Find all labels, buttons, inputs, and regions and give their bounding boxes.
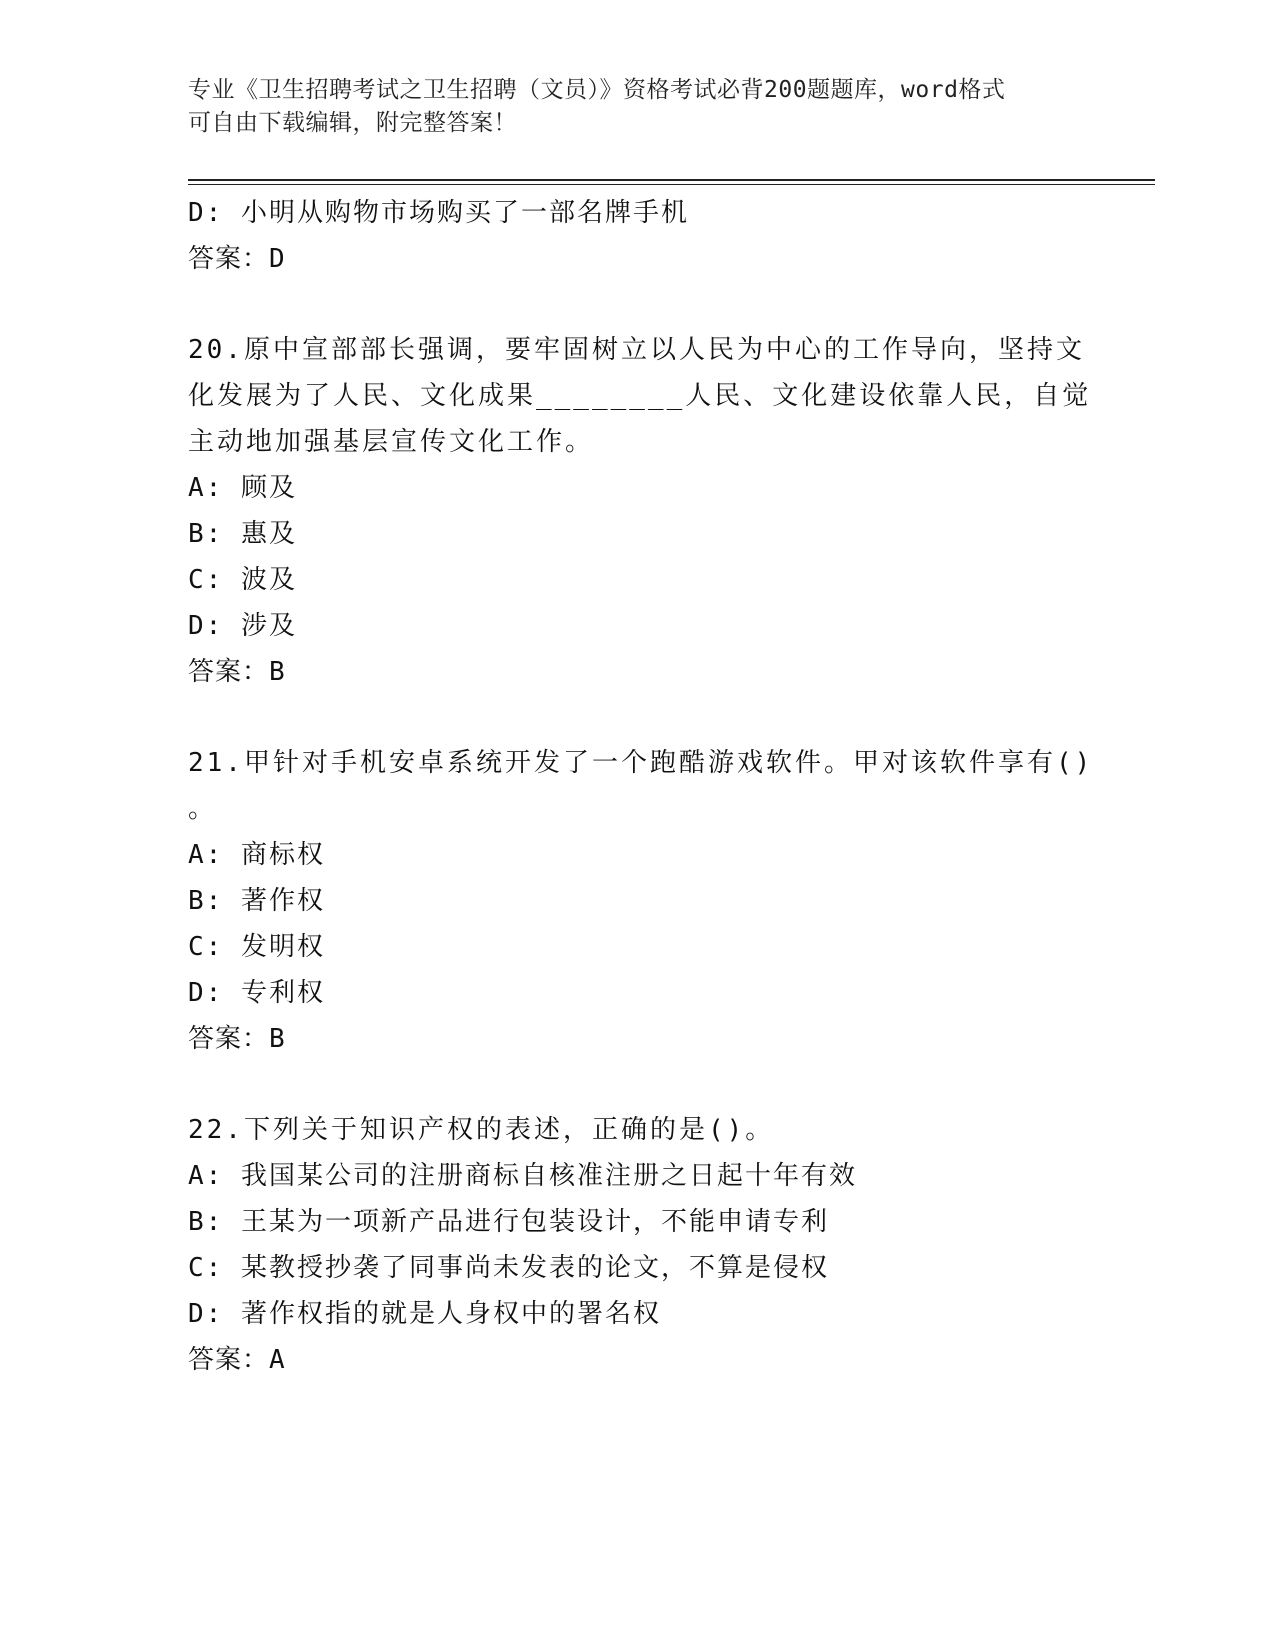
stem-line: 22.下列关于知识产权的表述，正确的是()。 <box>188 1115 775 1145</box>
option-b: B: 王某为一项新产品进行包装设计，不能申请专利 <box>188 1207 829 1237</box>
answer-line <box>188 236 1088 282</box>
question-21 <box>188 740 1094 1062</box>
option-b: B: 著作权 <box>188 886 325 916</box>
stem-line: 主动地加强基层宣传文化工作。 <box>188 427 595 457</box>
answer-value: D <box>269 244 286 274</box>
question-22 <box>188 1107 1088 1383</box>
answer-label: 答案： <box>188 657 270 687</box>
question-list <box>188 190 1094 1383</box>
option-c: C: 波及 <box>188 565 297 595</box>
header-title-line-2: 可自由下载编辑，附完整答案！ <box>188 110 517 136</box>
option-d: D: 小明从购物市场购买了一部名牌手机 <box>188 198 689 228</box>
header-title-line-1: 专业《卫生招聘考试之卫生招聘（文员）》资格考试必背200题题库，word格式 <box>188 77 1006 103</box>
option-a: A: 我国某公司的注册商标自核准注册之日起十年有效 <box>188 1161 857 1191</box>
option-d: D: 专利权 <box>188 978 325 1008</box>
option-a: A: 商标权 <box>188 840 325 870</box>
question-stem <box>188 740 1094 832</box>
stem-line: 。 <box>188 794 218 824</box>
option-c: C: 某教授抄袭了同事尚未发表的论文，不算是侵权 <box>188 1253 829 1283</box>
answer-line <box>188 1337 1088 1383</box>
question-20 <box>188 327 1092 695</box>
answer-value: A <box>269 1345 286 1375</box>
previous-question-tail <box>188 190 1088 282</box>
option-c: C: 发明权 <box>188 932 325 962</box>
option-b: B: 惠及 <box>188 519 297 549</box>
question-stem <box>188 1107 1088 1153</box>
question-stem <box>188 327 1092 465</box>
option-a: A: 顾及 <box>188 473 297 503</box>
stem-line: 20.原中宣部部长强调，要牢固树立以人民为中心的工作导向，坚持文 <box>188 335 1085 365</box>
answer-value: B <box>269 657 286 687</box>
option-d: D: 著作权指的就是人身权中的署名权 <box>188 1299 661 1329</box>
answer-label: 答案： <box>188 244 270 274</box>
stem-line: 化发展为了人民、文化成果________人民、文化建设依靠人民，自觉 <box>188 381 1092 411</box>
answer-line <box>188 649 1088 695</box>
answer-label: 答案： <box>188 1024 270 1054</box>
answer-label: 答案： <box>188 1345 270 1375</box>
option-d: D: 涉及 <box>188 611 297 641</box>
document-header <box>188 74 1068 140</box>
answer-line <box>188 1016 1088 1062</box>
stem-line: 21.甲针对手机安卓系统开发了一个跑酷游戏软件。甲对该软件享有() <box>188 748 1094 778</box>
header-divider-thick <box>188 179 1155 181</box>
answer-value: B <box>269 1024 286 1054</box>
header-divider-thin <box>188 184 1155 185</box>
